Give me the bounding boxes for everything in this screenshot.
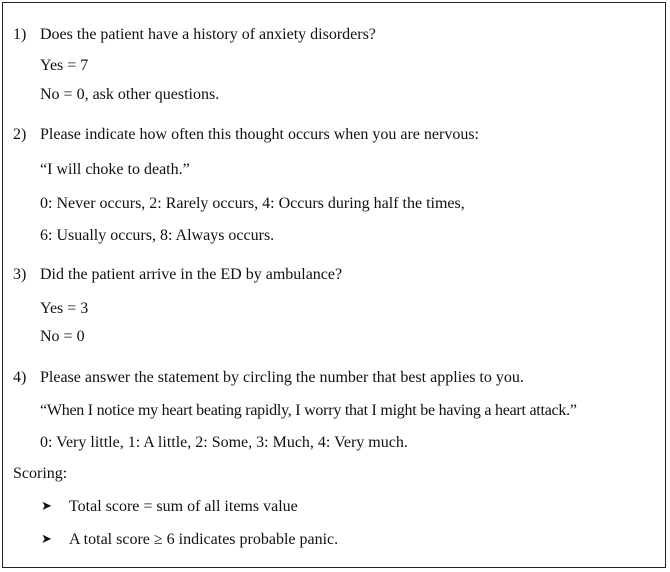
question-3-number: 3) bbox=[13, 266, 27, 283]
question-2-scale-line-2: 6: Usually occurs, 8: Always occurs. bbox=[40, 227, 275, 244]
scoring-item-1: Total score = sum of all items value bbox=[69, 498, 298, 515]
question-4-scale: 0: Very little, 1: A little, 2: Some, 3: Much, 4: Very much. bbox=[40, 434, 408, 451]
question-4-statement: “When I notice my heart beating rapidly, I worry that I might be having a heart attack.” bbox=[40, 402, 577, 419]
question-3-answer-no: No = 0 bbox=[40, 328, 85, 345]
question-4-number: 4) bbox=[13, 369, 27, 386]
question-3-text: Did the patient arrive in the ED by ambulance? bbox=[40, 266, 343, 283]
question-2-scale-line-1: 0: Never occurs, 2: Rarely occurs, 4: Occurs during half the times, bbox=[40, 195, 465, 212]
questionnaire-box bbox=[2, 2, 666, 568]
question-4-text: Please answer the statement by circling the number that best applies to you. bbox=[40, 369, 524, 386]
arrow-bullet-icon: ➤ bbox=[41, 532, 52, 547]
question-1-answer-yes: Yes = 7 bbox=[40, 57, 89, 74]
question-2-statement: “I will choke to death.” bbox=[40, 161, 190, 178]
question-1-answer-no: No = 0, ask other questions. bbox=[40, 86, 220, 103]
question-1-text: Does the patient have a history of anxiety disorders? bbox=[40, 26, 376, 43]
question-2-text: Please indicate how often this thought occurs when you are nervous: bbox=[40, 126, 479, 143]
arrow-bullet-icon: ➤ bbox=[41, 499, 52, 514]
scoring-item-2: A total score ≥ 6 indicates probable panic. bbox=[69, 531, 339, 548]
scoring-heading: Scoring: bbox=[13, 465, 68, 482]
question-1-number: 1) bbox=[13, 26, 27, 43]
question-2-number: 2) bbox=[13, 126, 27, 143]
question-3-answer-yes: Yes = 3 bbox=[40, 300, 89, 317]
